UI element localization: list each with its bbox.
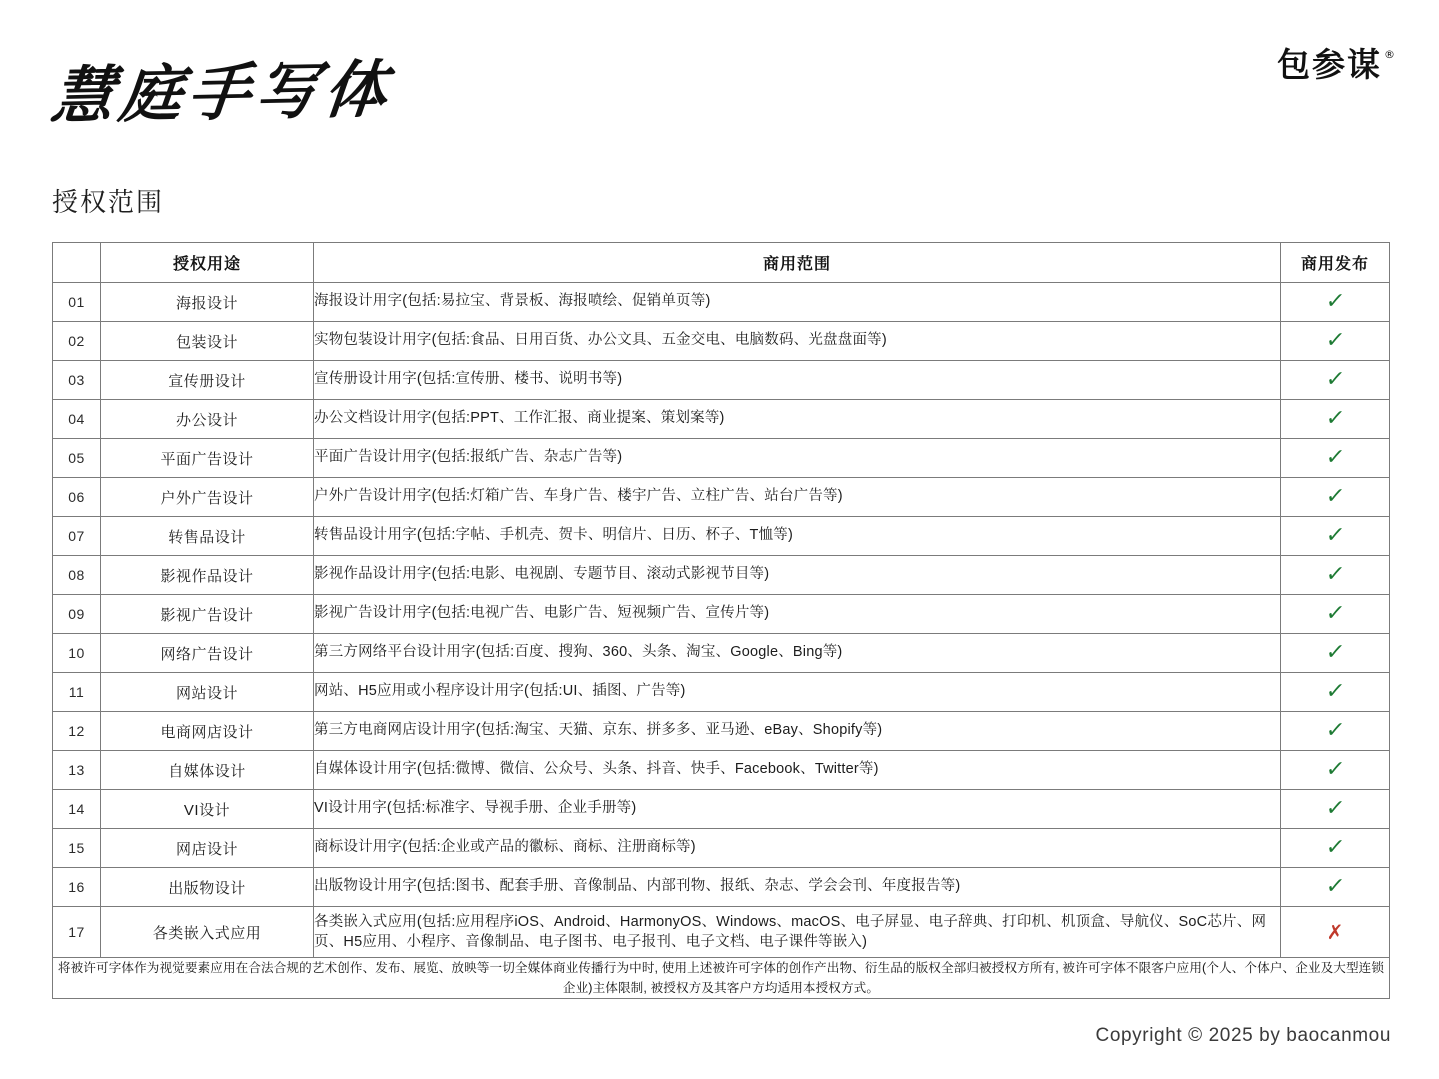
column-header-publish: 商用发布	[1281, 243, 1390, 283]
row-index: 16	[53, 868, 101, 907]
check-icon: ✓	[1324, 757, 1347, 782]
check-icon: ✓	[1324, 718, 1347, 743]
table-row	[53, 283, 1390, 322]
table-row	[53, 478, 1390, 517]
check-icon: ✓	[1324, 562, 1347, 587]
row-scope: 网站、H5应用或小程序设计用字(包括:UI、插图、广告等)	[314, 673, 1281, 712]
table-row	[53, 634, 1390, 673]
row-usage: 影视广告设计	[101, 595, 314, 634]
row-scope: 第三方网络平台设计用字(包括:百度、搜狗、360、头条、淘宝、Google、Bing等)	[314, 634, 1281, 673]
font-name-title: 慧庭手写体	[47, 52, 397, 133]
row-index: 08	[53, 556, 101, 595]
brand-name: 包参谋	[1277, 45, 1382, 84]
row-usage: 转售品设计	[101, 517, 314, 556]
check-icon: ✓	[1324, 601, 1347, 626]
row-usage: 包装设计	[101, 322, 314, 361]
row-scope: 影视作品设计用字(包括:电影、电视剧、专题节目、滚动式影视节目等)	[314, 556, 1281, 595]
table-header-row	[53, 243, 1390, 283]
row-index: 03	[53, 361, 101, 400]
check-icon: ✓	[1324, 289, 1347, 314]
row-publish	[1281, 634, 1390, 673]
table-row	[53, 595, 1390, 634]
row-usage: 自媒体设计	[101, 751, 314, 790]
table-row	[53, 400, 1390, 439]
row-publish	[1281, 439, 1390, 478]
row-scope: 户外广告设计用字(包括:灯箱广告、车身广告、楼宇广告、立柱广告、站台广告等)	[314, 478, 1281, 517]
row-usage: 电商网店设计	[101, 712, 314, 751]
row-usage: 宣传册设计	[101, 361, 314, 400]
row-scope: 第三方电商网店设计用字(包括:淘宝、天猫、京东、拼多多、亚马逊、eBay、Shopify等)	[314, 712, 1281, 751]
row-usage: 平面广告设计	[101, 439, 314, 478]
row-publish	[1281, 361, 1390, 400]
check-icon: ✓	[1324, 367, 1347, 392]
check-icon: ✓	[1324, 406, 1347, 431]
row-publish	[1281, 868, 1390, 907]
row-scope: 海报设计用字(包括:易拉宝、背景板、海报喷绘、促销单页等)	[314, 283, 1281, 322]
row-index: 10	[53, 634, 101, 673]
check-icon: ✓	[1324, 328, 1347, 353]
table-row	[53, 439, 1390, 478]
table-body	[53, 283, 1390, 999]
check-icon: ✓	[1324, 523, 1347, 548]
row-scope: 出版物设计用字(包括:图书、配套手册、音像制品、内部刊物、报纸、杂志、学会会刊、年度报告等)	[314, 868, 1281, 907]
row-usage: 网络广告设计	[101, 634, 314, 673]
row-publish	[1281, 400, 1390, 439]
license-table-wrapper	[52, 242, 1389, 999]
row-usage: 网店设计	[101, 829, 314, 868]
row-index: 15	[53, 829, 101, 868]
row-scope: 商标设计用字(包括:企业或产品的徽标、商标、注册商标等)	[314, 829, 1281, 868]
row-scope: 宣传册设计用字(包括:宣传册、楼书、说明书等)	[314, 361, 1281, 400]
row-index: 06	[53, 478, 101, 517]
table-row	[53, 712, 1390, 751]
column-header-index	[53, 243, 101, 283]
row-scope: 办公文档设计用字(包括:PPT、工作汇报、商业提案、策划案等)	[314, 400, 1281, 439]
table-row	[53, 556, 1390, 595]
copyright-text: Copyright © 2025 by baocanmou	[1095, 1025, 1391, 1046]
row-index: 02	[53, 322, 101, 361]
row-index: 07	[53, 517, 101, 556]
row-usage: 各类嵌入式应用	[101, 907, 314, 958]
row-publish	[1281, 907, 1390, 958]
table-row	[53, 751, 1390, 790]
row-usage: 办公设计	[101, 400, 314, 439]
row-usage: VI设计	[101, 790, 314, 829]
table-row	[53, 907, 1390, 958]
row-scope: 自媒体设计用字(包括:微博、微信、公众号、头条、抖音、快手、Facebook、Twitter等)	[314, 751, 1281, 790]
row-scope: 平面广告设计用字(包括:报纸广告、杂志广告等)	[314, 439, 1281, 478]
cross-icon: ✗	[1326, 919, 1344, 944]
row-publish	[1281, 595, 1390, 634]
table-footnote: 将被许可字体作为视觉要素应用在合法合规的艺术创作、发布、展览、放映等一切全媒体商业传播行为中时, 使用上述被许可字体的创作产出物、衍生品的版权全部归被授权方所有, 被许可字体不限客户应用(个人、个体户、企业及大型连锁企业)主体限制, 被授权方及其客户方均适用本授权方式。	[53, 958, 1390, 999]
row-publish	[1281, 829, 1390, 868]
row-usage: 出版物设计	[101, 868, 314, 907]
table-head	[53, 243, 1390, 283]
table-row	[53, 361, 1390, 400]
row-scope: VI设计用字(包括:标准字、导视手册、企业手册等)	[314, 790, 1281, 829]
row-publish	[1281, 673, 1390, 712]
row-index: 01	[53, 283, 101, 322]
row-scope: 实物包装设计用字(包括:食品、日用百货、办公文具、五金交电、电脑数码、光盘盘面等)	[314, 322, 1281, 361]
row-scope: 转售品设计用字(包括:字帖、手机壳、贺卡、明信片、日历、杯子、T恤等)	[314, 517, 1281, 556]
row-index: 12	[53, 712, 101, 751]
column-header-scope: 商用范围	[314, 243, 1281, 283]
check-icon: ✓	[1324, 640, 1347, 665]
row-scope: 各类嵌入式应用(包括:应用程序iOS、Android、HarmonyOS、Windows、macOS、电子屏显、电子辞典、打印机、机顶盒、导航仪、SoC芯片、网页、H5应用、小程序、音像制品、电子图书、电子报刊、电子文档、电子课件等嵌入)	[314, 907, 1281, 958]
row-index: 17	[53, 907, 101, 958]
row-publish	[1281, 556, 1390, 595]
row-usage: 网站设计	[101, 673, 314, 712]
row-publish	[1281, 517, 1390, 556]
table-row	[53, 790, 1390, 829]
row-usage: 影视作品设计	[101, 556, 314, 595]
row-usage: 户外广告设计	[101, 478, 314, 517]
table-row	[53, 868, 1390, 907]
brand-logo	[1277, 45, 1395, 84]
table-row	[53, 322, 1390, 361]
check-icon: ✓	[1324, 835, 1347, 860]
row-scope: 影视广告设计用字(包括:电视广告、电影广告、短视频广告、宣传片等)	[314, 595, 1281, 634]
row-index: 05	[53, 439, 101, 478]
registered-trademark-icon: ®	[1384, 48, 1395, 61]
table-row	[53, 517, 1390, 556]
row-usage: 海报设计	[101, 283, 314, 322]
table-row	[53, 673, 1390, 712]
row-publish	[1281, 712, 1390, 751]
table-row	[53, 829, 1390, 868]
check-icon: ✓	[1324, 874, 1347, 899]
row-publish	[1281, 751, 1390, 790]
check-icon: ✓	[1324, 796, 1347, 821]
table-footnote-row	[53, 958, 1390, 999]
license-scope-table	[52, 242, 1390, 999]
row-publish	[1281, 790, 1390, 829]
row-index: 13	[53, 751, 101, 790]
row-index: 11	[53, 673, 101, 712]
check-icon: ✓	[1324, 484, 1347, 509]
row-index: 09	[53, 595, 101, 634]
check-icon: ✓	[1324, 445, 1347, 470]
section-heading: 授权范围	[52, 187, 165, 217]
check-icon: ✓	[1324, 679, 1347, 704]
row-publish	[1281, 322, 1390, 361]
column-header-usage: 授权用途	[101, 243, 314, 283]
row-index: 04	[53, 400, 101, 439]
row-publish	[1281, 478, 1390, 517]
row-publish	[1281, 283, 1390, 322]
row-index: 14	[53, 790, 101, 829]
